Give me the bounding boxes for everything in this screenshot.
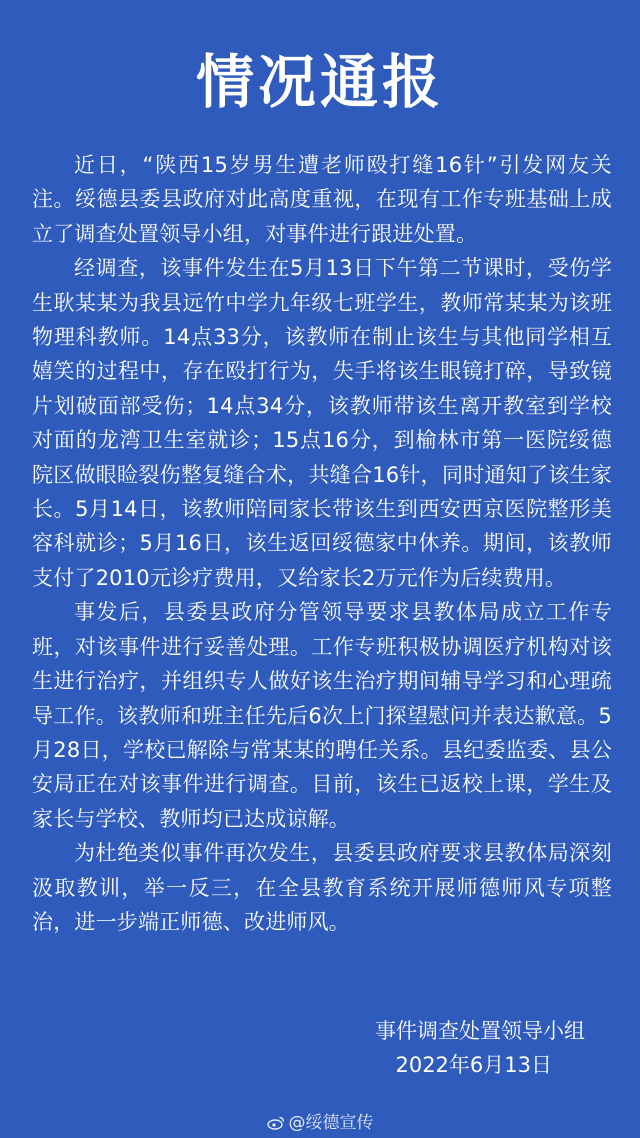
- weibo-watermark: [0, 1108, 640, 1133]
- signature-date: 2022年6月13日: [395, 1053, 552, 1077]
- weibo-icon: [267, 1116, 285, 1130]
- paragraph-intro: 近日，“陕西15岁男生遭老师殴打缝16针”引发网友关注。绥德县委县政府对此高度重视，在现有工作专班基础上成立了调查处置领导小组，对事件进行跟进处置。: [32, 153, 612, 246]
- paragraph-measures: 为杜绝类似事件再次发生，县委县政府要求县教体局深刻汲取教训，举一反三，在全县教育系统开展师德师风专项整治，进一步端正师德、改进师风。: [32, 841, 612, 934]
- signature-org: 事件调查处置领导小组: [375, 1019, 585, 1043]
- page-title: 情况通报: [195, 48, 444, 116]
- notice-body: [32, 148, 612, 939]
- watermark-text: @绥德宣传: [288, 1113, 374, 1133]
- paragraph-investigation: 经调查，该事件发生在5月13日下午第二节课时，受伤学生耿某某为我县远竹中学九年级七班学生，教师常某某为该班物理科教师。14点33分，该教师在制止该生与其他同学相互嬉笑的过程中，存在殴打行为，失手将该生眼镜打碎，导致镜片划破面部受伤；14点34分，该教师带该生离开教室到学校对面的龙湾卫生室就诊；15点16分，到榆林市第一医院绥德院区做眼睑裂伤整复缝合术，共缝合16针，同时通知了该生家长。5月14日，该教师陪同家长带该生到西安西京医院整形美容科就诊；5月16日，该生返回绥德家中休养。期间，该教师支付了2010元诊疗费用，又给家长2万元作为后续费用。: [32, 256, 612, 590]
- paragraph-handling: 事发后，县委县政府分管领导要求县教体局成立工作专班，对该事件进行妥善处理。工作专班积极协调医疗机构对该生进行治疗，并组织专人做好该生治疗期间辅导学习和心理疏导工作。该教师和班主任先后6次上门探望慰问并表达歉意。5月28日，学校已解除与常某某的聘任关系。县纪委监委、县公安局正在对该事件进行调查。目前，该生已返校上课，学生及家长与学校、教师均已达成谅解。: [32, 600, 612, 831]
